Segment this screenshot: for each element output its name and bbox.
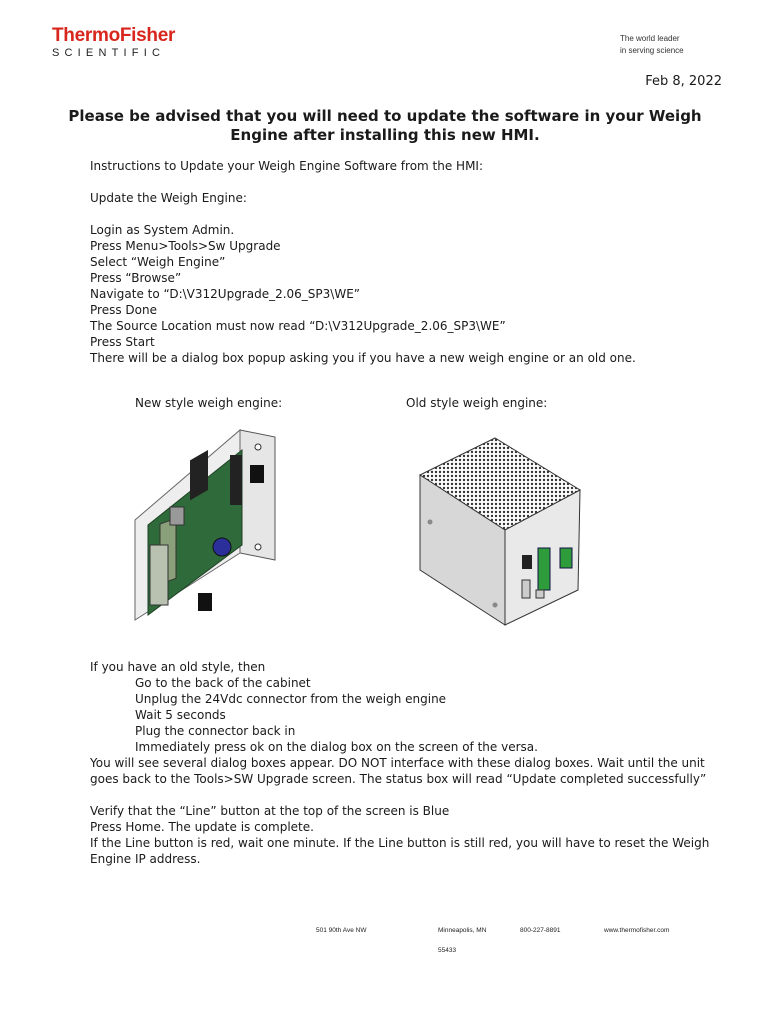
old-style-note: You will see several dialog boxes appear. DO NOT interface with these dialog boxes. Wait until the unit goes back to the Tools>SW Upgrade screen. The status box will read “Update completed successfully”: [90, 756, 707, 786]
footer-zip: 55433: [438, 947, 457, 954]
substep: Wait 5 seconds: [135, 708, 226, 722]
step: There will be a dialog box popup asking you if you have a new weigh engine or an old one.: [90, 351, 636, 365]
tagline-line1: The world leader: [620, 34, 680, 43]
substep: Unplug the 24Vdc connector from the weigh engine: [135, 692, 447, 706]
step: Press Menu>Tools>Sw Upgrade: [90, 239, 281, 253]
step: The Source Location must now read “D:\V312Upgrade_2.06_SP3\WE”: [90, 319, 506, 333]
instructions-body: [90, 158, 730, 366]
intro-text: Instructions to Update your Weigh Engine Software from the HMI:: [90, 159, 483, 173]
thermo-fisher-logo: [52, 26, 175, 60]
footer-phone: 800-227-8891: [520, 927, 561, 934]
footer-website[interactable]: [604, 927, 669, 934]
old-style-instructions: [90, 659, 730, 867]
footer-city: Minneapolis, MN: [438, 927, 487, 934]
document-date: Feb 8, 2022: [645, 74, 722, 89]
step: Navigate to “D:\V312Upgrade_2.06_SP3\WE”: [90, 287, 361, 301]
tagline: [620, 33, 684, 57]
logo-wordmark: ThermoFisher: [52, 25, 176, 46]
old-style-heading: If you have an old style, then: [90, 660, 266, 674]
verify-line: If the Line button is red, wait one minute. If the Line button is still red, you will have to reset the Weigh Engine IP address.: [90, 836, 710, 866]
substep: Immediately press ok on the dialog box on the screen of the versa.: [135, 740, 538, 754]
verify-line: Verify that the “Line” button at the top of the screen is Blue: [90, 804, 450, 818]
step: Press Done: [90, 303, 157, 317]
step: Press Start: [90, 335, 155, 349]
section-title: Update the Weigh Engine:: [90, 191, 247, 205]
footer-address: 501 90th Ave NW: [316, 927, 367, 934]
old-style-weigh-engine-image: [410, 430, 585, 634]
website-link[interactable]: www.thermofisher.com: [604, 927, 670, 934]
old-style-caption: Old style weigh engine:: [406, 396, 548, 410]
step: Select “Weigh Engine”: [90, 255, 226, 269]
substep: Go to the back of the cabinet: [135, 676, 311, 690]
verify-line: Press Home. The update is complete.: [90, 820, 314, 834]
logo-subtitle: SCIENTIFIC: [52, 47, 166, 59]
step: Press “Browse”: [90, 271, 182, 285]
step: Login as System Admin.: [90, 223, 235, 237]
new-style-weigh-engine-image: [130, 425, 280, 629]
new-style-caption: New style weigh engine:: [135, 396, 283, 410]
substep: Plug the connector back in: [135, 724, 296, 738]
tagline-line2: in serving science: [620, 46, 684, 55]
headline: Please be advised that you will need to update the software in your Weigh Engine after installing this new HMI.: [68, 107, 702, 144]
